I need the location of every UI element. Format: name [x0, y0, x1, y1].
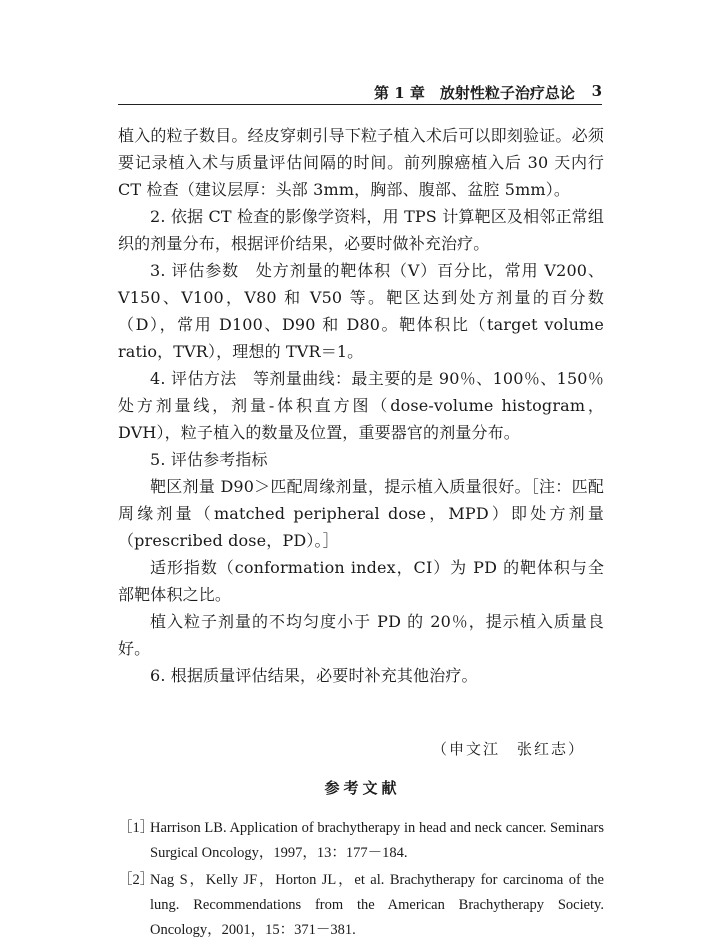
reference-item — [118, 868, 604, 943]
paragraph-conformation-index: 适形指数（conformation index，CI）为 PD 的靶体积与全部靶体积之比。 — [118, 558, 604, 604]
paragraph-d90: 靶区剂量 D90＞匹配周缘剂量，提示植入质量很好。［注：匹配周缘剂量（matched peripheral dose，MPD）即处方剂量（prescribed dose，PD）。］ — [118, 477, 604, 550]
paragraph-item-3: 3. 评估参数 处方剂量的靶体积（V）百分比，常用 V200、V150、V100，V80 和 V50 等。靶区达到处方剂量的百分数（D），常用 D100、D90 和 D80。靶体积比（target volume ratio，TVR），理想的 TVR＝1。 — [118, 261, 604, 361]
reference-number: ［1］ — [118, 820, 155, 836]
paragraph-continuation: 植入的粒子数目。经皮穿刺引导下粒子植入术后可以即刻验证。必须要记录植入术与质量评估间隔的时间。前列腺癌植入后 30 天内行 CT 检查（建议层厚：头部 3mm，胸部、腹部、盆腔 5mm）。 — [118, 126, 604, 199]
header-rule — [118, 104, 602, 105]
reference-item — [118, 816, 604, 866]
reference-text: Nag S，Kelly JF，Horton JL，et al. Brachytherapy for carcinoma of the lung. Recommendations from the American Brachytherapy Society. Oncology，2001，15：371－381. — [150, 872, 604, 938]
reference-text: Harrison LB. Application of brachytherapy in head and neck cancer. Seminars Surgical Oncology，1997，13：177－184. — [150, 820, 604, 861]
page-number: 3 — [591, 82, 602, 100]
paragraph-item-4: 4. 评估方法 等剂量曲线：最主要的是 90％、100％、150％处方剂量线，剂量-体积直方图（dose-volume histogram，DVH），粒子植入的数量及位置，重要器官的剂量分布。 — [118, 369, 604, 442]
paragraph-item-6: 6. 根据质量评估结果，必要时补充其他治疗。 — [150, 666, 478, 685]
chapter-title: 第 1 章 放射性粒子治疗总论 — [374, 84, 575, 102]
paragraph-item-5: 5. 评估参考指标 — [150, 450, 268, 469]
reference-number: ［2］ — [118, 872, 155, 888]
body-text — [118, 122, 604, 689]
paragraph-dose-uniformity: 植入粒子剂量的不均匀度小于 PD 的 20％，提示植入质量良好。 — [118, 612, 604, 658]
running-header — [118, 80, 602, 106]
paragraph-item-2: 2. 依据 CT 检查的影像学资料，用 TPS 计算靶区及相邻正常组织的剂量分布，根据评价结果，必要时做补充治疗。 — [118, 207, 604, 253]
author-byline: （申文江 张红志） — [432, 740, 586, 758]
references-title: 参考文献 — [324, 779, 401, 797]
references-list — [118, 816, 604, 945]
